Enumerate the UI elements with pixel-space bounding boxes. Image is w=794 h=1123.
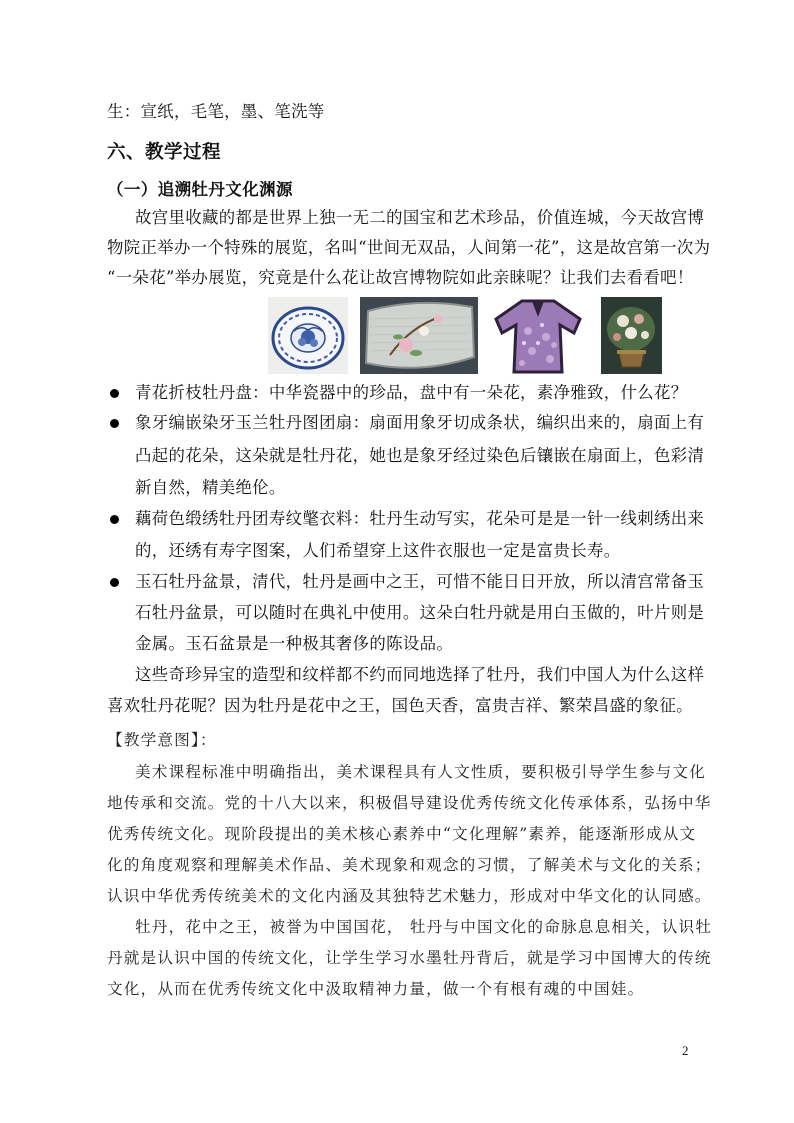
- intro-line-2: 物院正举办一个特殊的展览，名叫“世间无双品，人间第一花”，这是故宫第一次为: [107, 238, 711, 257]
- intent-p1-line-3: 优秀传统文化。现阶段提出的美术核心素养中“文化理解”素养，能逐渐形成从文: [107, 825, 697, 843]
- intent-p1-line-2: 地传承和交流。党的十八大以来，积极倡导建设优秀传统文化传承体系，弘扬中华: [107, 794, 712, 812]
- bullet-dot: [110, 419, 119, 428]
- blue-white-porcelain-plate-icon: [268, 297, 348, 374]
- bullet-2-line-1: 象牙编嵌染牙玉兰牡丹图团扇：扇面用象牙切成条状，编织出来的，扇面上有: [135, 413, 705, 432]
- conclusion-line-1: 这些奇珍异宝的造型和纹样都不约而同地选择了牡丹，我们中国人为什么这样: [135, 665, 705, 684]
- bullet-4-line-3: 金属。玉石盆景是一种极其奢侈的陈设品。: [135, 634, 454, 653]
- intent-label: 【教学意图】：: [107, 731, 217, 749]
- intent-p2-line-1: 牡丹，花中之王，被誉为中国国花， 牡丹与中国文化的命脉息息相关，认识牡: [135, 918, 713, 936]
- bullet-dot: [110, 578, 119, 587]
- intent-p1-line-5: 认识中华优秀传统美术的文化内涵及其独特艺术魅力，形成对中华文化的认同感。: [107, 887, 712, 905]
- bullet-3-line-1: 藕荷色缎绣牡丹团寿纹氅衣料：牡丹生动写实，花朵可是是一针一线刺绣出来: [135, 509, 705, 528]
- bullet-dot: [110, 515, 119, 524]
- intent-p2-line-2: 丹就是认识中国的传统文化，让学生学习水墨牡丹背后，就是学习中国博大的传统: [107, 949, 712, 967]
- intro-line-3: “一朵花”举办展览，究竟是什么花让故宫博物院如此亲睐呢？让我们去看看吧！: [107, 268, 694, 287]
- section-heading: 六、教学过程: [107, 142, 222, 163]
- bullet-dot: [110, 389, 119, 398]
- intent-p1-line-1: 美术课程标准中明确指出，美术课程具有人文性质，要积极引导学生参与文化: [135, 763, 706, 781]
- sub-heading: （一）追溯牡丹文化渊源: [107, 180, 293, 199]
- bullet-3-line-2: 的，还绣有寿字图案，人们希望穿上这件衣服也一定是富贵长寿。: [135, 541, 621, 560]
- intent-p2-line-3: 文化，从而在优秀传统文化中汲取精神力量，做一个有根有魂的中国娃。: [107, 980, 645, 998]
- ivory-woven-fan-icon: [360, 297, 478, 374]
- materials-line: 生：宣纸，毛笔，墨、笔洗等: [107, 102, 325, 121]
- embroidered-robe-icon: [492, 297, 584, 374]
- intent-p1-line-4: 化的角度观察和理解美术作品、美术现象和观念的习惯，了解美术与文化的关系；: [107, 856, 712, 874]
- bullet-4-line-1: 玉石牡丹盆景，清代，牡丹是画中之王，可惜不能日日开放，所以清宫常备玉: [135, 572, 705, 591]
- bullet-4-line-2: 石牡丹盆景，可以随时在典礼中使用。这朵白牡丹就是用白玉做的，叶片则是: [135, 603, 705, 622]
- bullet-2-line-2: 凸起的花朵，这朵就是牡丹花，她也是象牙经过染色后镶嵌在扇面上，色彩清: [135, 446, 705, 465]
- bullet-1-line-1: 青花折枝牡丹盘：中华瓷器中的珍品，盘中有一朵花，素净雅致，什么花？: [135, 383, 688, 402]
- intro-line-1: 故宫里收藏的都是世界上独一无二的国宝和艺术珍品，价值连城，今天故宫博: [135, 208, 705, 227]
- bullet-2-line-3: 新自然，精美绝伦。: [135, 478, 286, 497]
- jade-peony-bonsai-icon: [601, 297, 662, 374]
- page-number: 2: [682, 1043, 689, 1058]
- conclusion-line-2: 喜欢牡丹花呢？因为牡丹是花中之王，国色天香，富贵吉祥、繁荣昌盛的象征。: [107, 696, 693, 715]
